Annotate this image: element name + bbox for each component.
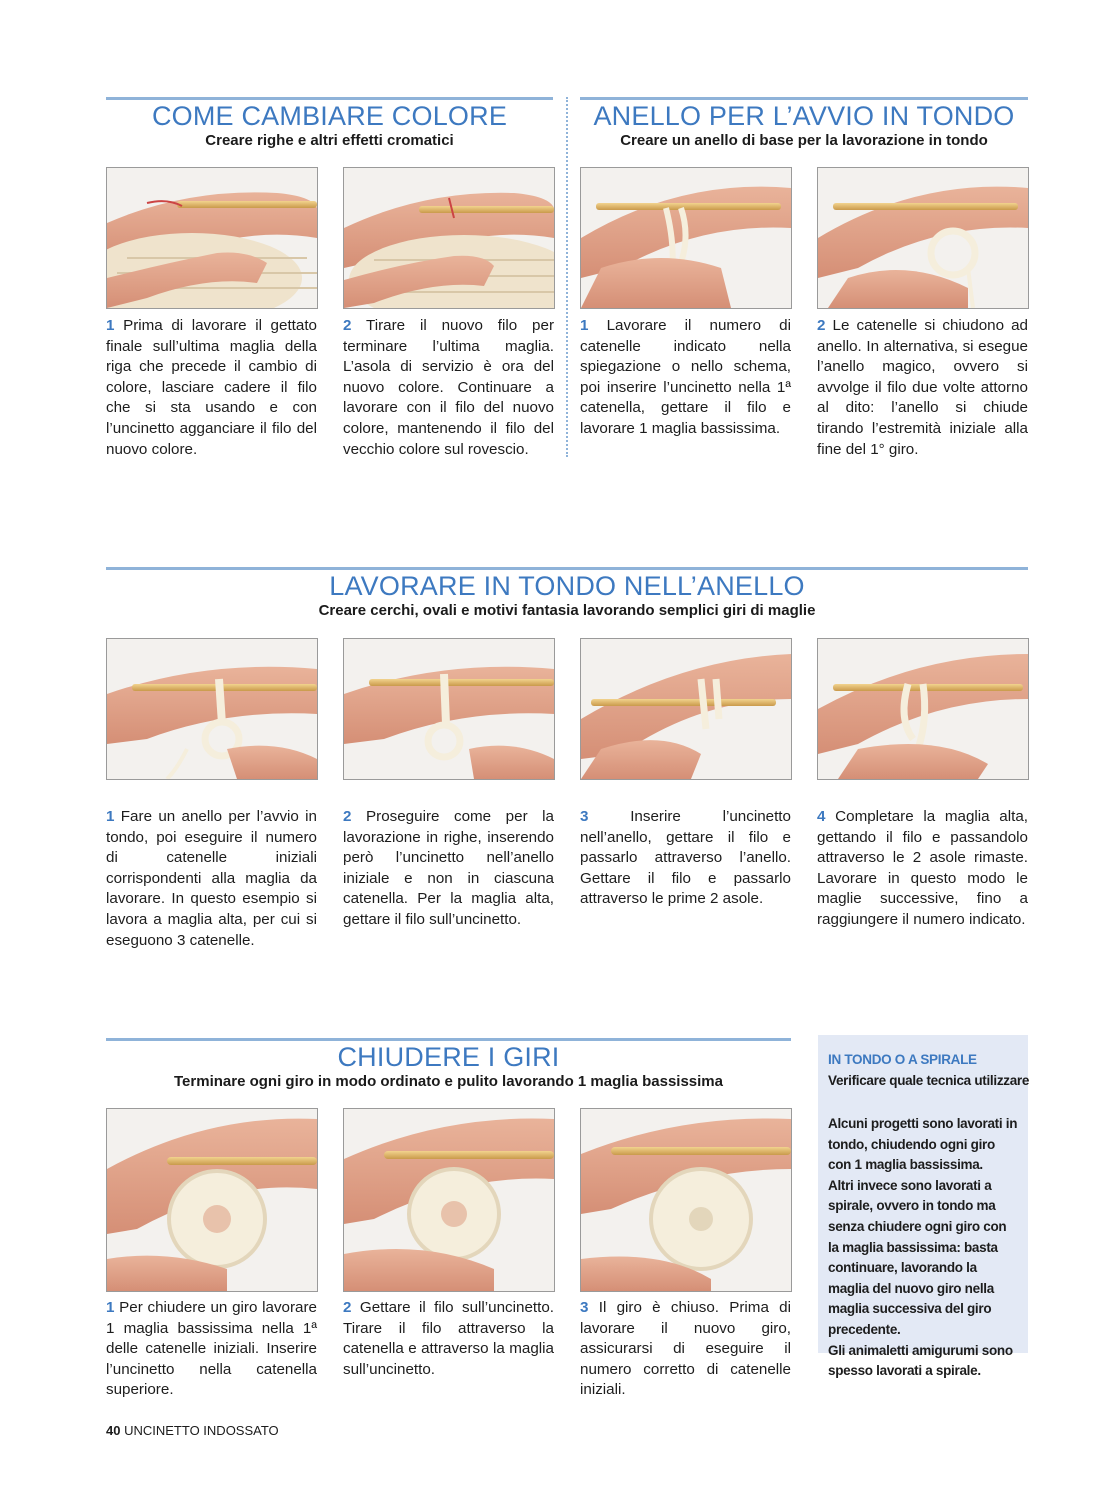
photo-cambiare-step-1 — [106, 167, 318, 309]
step-text: Il giro è chiuso. Prima di lavorare il nuovo giro, assicurarsi di eseguire il numero corretto di catenelle iniziali. — [580, 1299, 791, 1399]
caption-cambiare-step-2 — [343, 316, 554, 460]
photo-cambiare-step-2 — [343, 167, 555, 309]
step-number: 3 — [580, 1299, 589, 1316]
section-subtitle-cambiare: Creare righe e altri effetti cromatici — [205, 132, 454, 149]
section-title-anello: ANELLO PER L’AVVIO IN TONDO — [593, 101, 1015, 131]
step-text: Le catenelle si chiudono ad anello. In alternativa, si esegue l’anello magico, ovvero si avvolge il filo due volte attorno al dito: l’anello si chiude tirando l’estremità iniziale alla fine del 1° giro. — [817, 317, 1028, 458]
step-number: 2 — [343, 1299, 352, 1316]
page-footer — [106, 1423, 279, 1438]
section-rule-chiudere — [106, 1038, 791, 1041]
photo-chiudere-step-3 — [580, 1108, 792, 1292]
step-text: Inserire l’uncinetto nell’anello, gettare il filo e passarlo attraverso l’anello. Gettare il filo e passarlo attraverso le prime 2 asole. — [580, 808, 791, 908]
caption-anello-step-2 — [817, 316, 1028, 460]
step-text: Tirare il nuovo filo per terminare l’ultima maglia. L’asola di servizio è ora del nuovo colore. Continuare a lavorare con il filo del nuovo colore, mantenendo il filo del vecchio colore sul rovescio. — [343, 317, 554, 458]
section-subtitle-chiudere: Terminare ogni giro in modo ordinato e pulito lavorando 1 maglia bassissima — [174, 1073, 723, 1090]
caption-tondo-step-3 — [580, 807, 791, 910]
section-rule-anello — [580, 97, 1028, 100]
step-text: Proseguire come per la lavorazione in righe, inserendo però l’uncinetto nell’anello iniziale e non in ciascuna catenella. Per la maglia alta, gettare il filo sull’uncinetto. — [343, 808, 554, 928]
step-number: 4 — [817, 808, 826, 825]
photo-tondo-step-4 — [817, 638, 1029, 780]
step-text: Prima di lavorare il gettato finale sull’ultima maglia della riga che precede il cambio di colore, lasciare cadere il filo che si sta usando e con l’uncinetto agganciare il filo del nuovo colore. — [106, 317, 317, 458]
section-rule-tondo — [106, 567, 1028, 570]
step-number: 2 — [343, 317, 352, 334]
photo-tondo-step-1 — [106, 638, 318, 780]
photo-anello-step-2 — [817, 167, 1029, 309]
step-text: Per chiudere un giro lavorare 1 maglia bassissima nella 1ª delle catenelle iniziali. Inserire l’uncinetto nella catenella superiore. — [106, 1299, 317, 1399]
step-text: Completare la maglia alta, gettando il filo e passandolo attraverso le 2 asole rimaste. Lavorare in questo modo le maglie successive, fino a raggiungere il numero indicato. — [817, 808, 1028, 928]
caption-chiudere-step-3 — [580, 1298, 791, 1401]
photo-tondo-step-2 — [343, 638, 555, 780]
sidebar-subtitle: Verificare quale tecnica utilizzare — [828, 1073, 1030, 1088]
page-number: 40 — [106, 1423, 121, 1438]
caption-tondo-step-4 — [817, 807, 1028, 931]
sidebar-paragraph: Alcuni progetti sono lavorati in tondo, chiudendo ogni giro con 1 maglia bassissima. — [828, 1116, 1018, 1173]
caption-cambiare-step-1 — [106, 316, 317, 460]
section-title-cambiare: COME CAMBIARE COLORE — [151, 101, 508, 131]
column-divider — [566, 97, 568, 457]
caption-tondo-step-1 — [106, 807, 317, 951]
step-number: 1 — [106, 808, 115, 825]
step-number: 2 — [817, 317, 826, 334]
photo-chiudere-step-1 — [106, 1108, 318, 1292]
caption-chiudere-step-1 — [106, 1298, 317, 1401]
step-text: Gettare il filo sull’uncinetto. Tirare il filo attraverso la catenella e attraverso la maglia sull’uncinetto. — [343, 1299, 554, 1378]
section-subtitle-tondo: Creare cerchi, ovali e motivi fantasia lavorando semplici giri di maglie — [318, 602, 816, 619]
section-title-tondo: LAVORARE IN TONDO NELL’ANELLO — [329, 571, 805, 601]
caption-tondo-step-2 — [343, 807, 554, 931]
step-text: Lavorare il numero di catenelle indicato nella spiegazione o nello schema, poi inserire l’uncinetto nella 1ª catenella, gettare il filo e lavorare 1 maglia bassissima. — [580, 317, 791, 437]
photo-anello-step-1 — [580, 167, 792, 309]
step-number: 1 — [580, 317, 589, 334]
sidebar-paragraph: Gli animaletti amigurumi sono spesso lavorati a spirale. — [828, 1342, 1013, 1379]
section-rule-cambiare — [106, 97, 553, 100]
sidebar-paragraph: Altri invece sono lavorati a spirale, ovvero in tondo ma senza chiudere ogni giro con la maglia bassissima: basta continuare, lavorando la maglia del nuovo giro nella maglia successiva del giro precedente. — [828, 1177, 1007, 1337]
magazine-name: UNCINETTO INDOSSATO — [124, 1423, 279, 1438]
step-number: 2 — [343, 808, 352, 825]
sidebar-body — [828, 1114, 1018, 1382]
section-subtitle-anello: Creare un anello di base per la lavorazione in tondo — [620, 132, 988, 149]
caption-chiudere-step-2 — [343, 1298, 554, 1380]
sidebar-title: IN TONDO O A SPIRALE — [828, 1052, 977, 1067]
step-text: Fare un anello per l’avvio in tondo, poi eseguire il numero di catenelle iniziali corrispondenti alla maglia da lavorare. In questo esempio si lavora a maglia alta, per cui si eseguono 3 catenelle. — [106, 808, 317, 949]
step-number: 1 — [106, 1299, 115, 1316]
section-title-chiudere: CHIUDERE I GIRI — [337, 1042, 560, 1072]
caption-anello-step-1 — [580, 316, 791, 440]
photo-tondo-step-3 — [580, 638, 792, 780]
step-number: 3 — [580, 808, 589, 825]
photo-chiudere-step-2 — [343, 1108, 555, 1292]
step-number: 1 — [106, 317, 115, 334]
